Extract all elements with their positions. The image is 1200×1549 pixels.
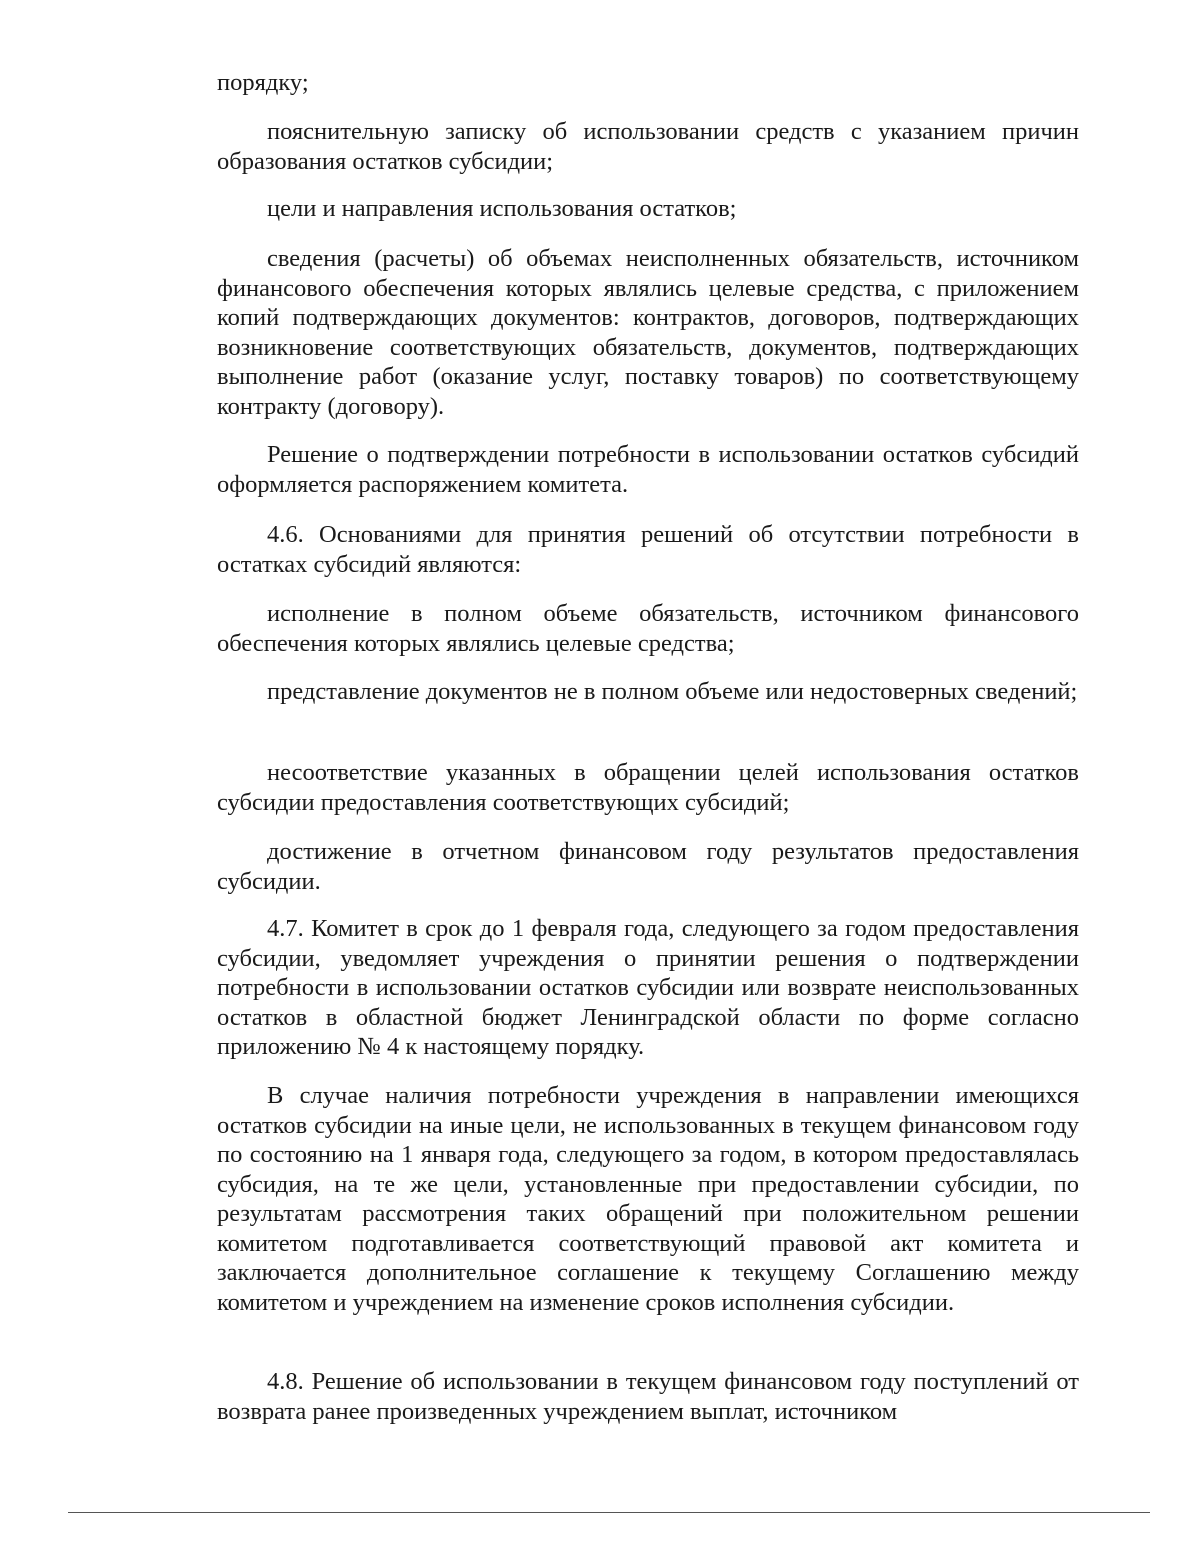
paragraph-full-execution: исполнение в полном объеме обязательств, источником финансового обеспечения которых являлись целевые средства;	[217, 600, 1079, 657]
paragraph-4-6: 4.6. Основаниями для принятия решений об отсутствии потребности в остатках субсидий являются:	[217, 521, 1079, 578]
paragraph-4-7: 4.7. Комитет в срок до 1 февраля года, следующего за годом предоставления субсидии, уведомляет учреждения о принятии решения о подтверждении потребности в использовании остатков субсидии или возврате неиспользованных остатков в областной бюджет Ленинградской области по форме согласно приложению № 4 к настоящему порядку.	[217, 915, 1079, 1060]
page-bottom-rule	[68, 1512, 1150, 1513]
paragraph-other-goals: В случае наличия потребности учреждения в направлении имеющихся остатков субсидии на иные цели, не использованных в текущем финансовом году по состоянию на 1 января года, следующего за годом, в котором предоставлялась субсидия, на те же цели, установленные при предоставлении субсидии, по результатам рассмотрения таких обращений при положительном решении комитетом подготавливается соответствующий правовой акт комитета и заключается дополнительное соглашение к текущему Соглашению между комитетом и учреждением на изменение сроков исполнения субсидии.	[217, 1082, 1079, 1316]
paragraph-results-achieved: достижение в отчетном финансовом году результатов предоставления субсидии.	[217, 838, 1079, 895]
paragraph-obligations-info: сведения (расчеты) об объемах неисполненных обязательств, источником финансового обеспечения которых являлись целевые средства, с приложением копий подтверждающих документов: контрактов, договоров, подтверждающих возникновение соответствующих обязательств, документов, подтверждающих выполнение работ (оказание услуг, поставку товаров) по соответствующему контракту (договору).	[217, 245, 1079, 420]
paragraph-incomplete-docs: представление документов не в полном объеме или недостоверных сведений;	[267, 678, 1078, 705]
paragraph-4-8: 4.8. Решение об использовании в текущем финансовом году поступлений от возврата ранее произведенных учреждением выплат, источником	[217, 1368, 1079, 1425]
paragraph-decision-confirmation: Решение о подтверждении потребности в использовании остатков субсидий оформляется распоряжением комитета.	[217, 441, 1079, 498]
paragraph-explanatory-note: пояснительную записку об использовании средств с указанием причин образования остатков субсидии;	[217, 118, 1079, 175]
paragraph-mismatch: несоответствие указанных в обращении целей использования остатков субсидии предоставления соответствующих субсидий;	[217, 759, 1079, 816]
paragraph-continuation: порядку;	[217, 69, 309, 96]
paragraph-goals: цели и направления использования остатков;	[267, 195, 737, 222]
